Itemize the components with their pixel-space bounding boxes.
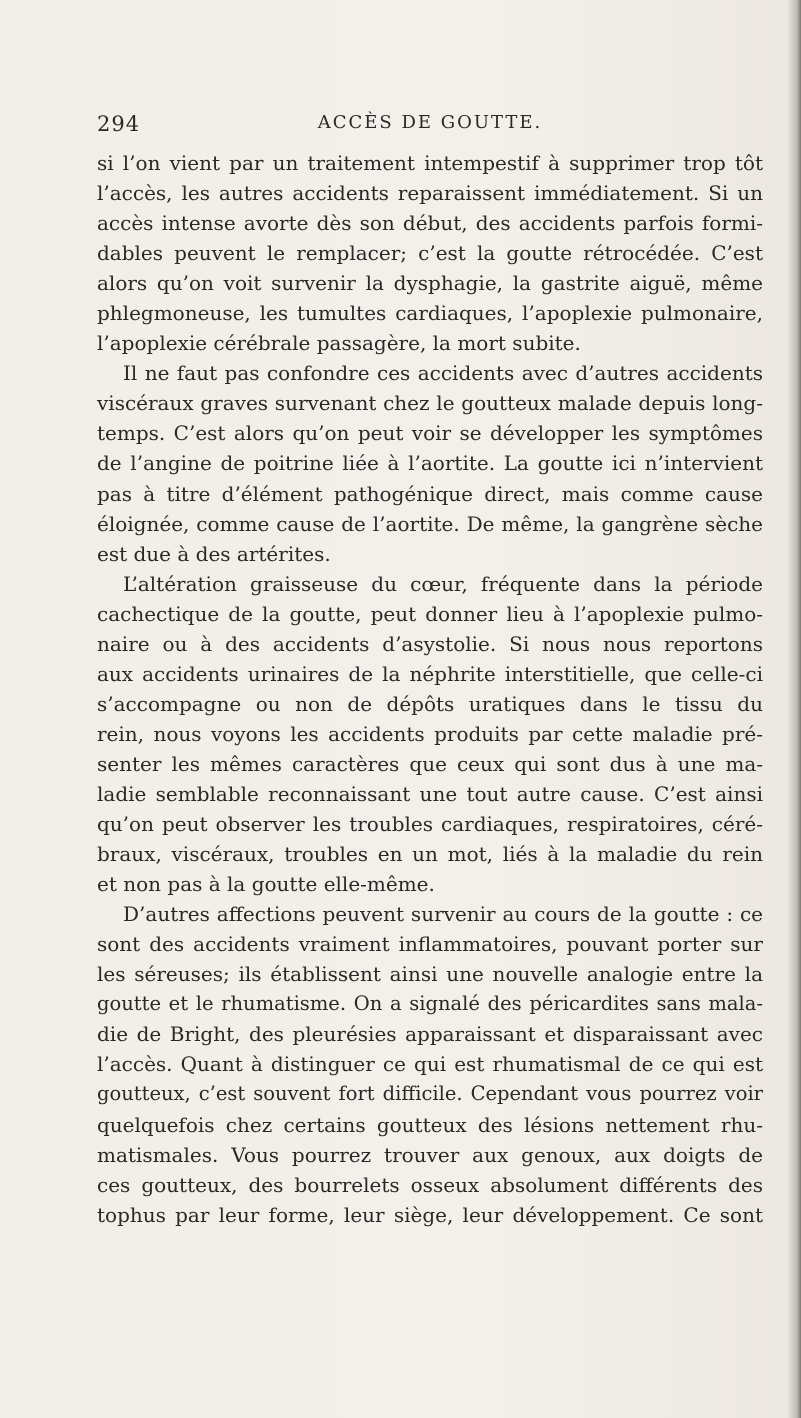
text-line: s’accompagne ou non de dépôts uratiques dans le tissu du — [97, 691, 763, 716]
text-line: naire ou à des accidents d’asystolie. Si nous nous reportons — [97, 631, 763, 656]
text-line: D’autres affections peuvent survenir au cours de la goutte : ce — [123, 902, 763, 927]
text-line: senter les mêmes caractères que ceux qui sont dus à une ma- — [97, 751, 763, 776]
text-line: goutteux, c’est souvent fort difficile. Cependant vous pourrez voir — [97, 1082, 763, 1106]
page-number: 294 — [97, 112, 141, 136]
page-header — [97, 112, 763, 142]
text-line: l’accès. Quant à distinguer ce qui est rhumatismal de ce qui est — [97, 1052, 763, 1077]
text-line: alors qu’on voit survenir la dysphagie, la gastrite aiguë, même — [97, 271, 763, 296]
text-line: quelquefois chez certains goutteux des lésions nettement rhu- — [97, 1112, 763, 1137]
text-line: temps. C’est alors qu’on peut voir se développer les symptômes — [97, 421, 763, 446]
text-line: l’accès, les autres accidents reparaissent immédiatement. Si un — [97, 181, 763, 206]
text-line: cachectique de la goutte, peut donner lieu à l’apoplexie pulmo- — [97, 601, 763, 626]
text-line: viscéraux graves survenant chez le goutteux malade depuis long- — [97, 391, 763, 416]
text-line: sont des accidents vraiment inflammatoires, pouvant porter sur — [97, 932, 763, 957]
text-line: ladie semblable reconnaissant une tout autre cause. C’est ainsi — [97, 781, 763, 806]
text-line: aux accidents urinaires de la néphrite interstitielle, que celle-ci — [97, 661, 763, 686]
text-line: goutte et le rhumatisme. On a signalé des péricardites sans mala- — [97, 992, 763, 1016]
text-line: est due à des artérites. — [97, 541, 331, 566]
body-text — [97, 148, 763, 1230]
text-line: ces goutteux, des bourrelets osseux absolument différents des — [97, 1172, 763, 1197]
text-line: dables peuvent le remplacer; c’est la goutte rétrocédée. C’est — [97, 241, 763, 266]
text-line: tophus par leur forme, leur siège, leur développement. Ce sont — [97, 1202, 763, 1227]
text-line: si l’on vient par un traitement intempestif à supprimer trop tôt — [97, 151, 763, 175]
text-line: die de Bright, des pleurésies apparaissant et disparaissant avec — [97, 1022, 763, 1047]
text-line: accès intense avorte dès son début, des accidents parfois formi- — [97, 211, 763, 236]
text-line: pas à titre d’élément pathogénique direct, mais comme cause — [97, 481, 763, 506]
text-line: qu’on peut observer les troubles cardiaques, respiratoires, céré- — [97, 812, 763, 837]
text-line: braux, viscéraux, troubles en un mot, liés à la maladie du rein — [97, 842, 763, 867]
text-line: rein, nous voyons les accidents produits par cette maladie pré- — [97, 721, 763, 746]
text-line: et non pas à la goutte elle-même. — [97, 872, 435, 897]
text-line: les séreuses; ils établissent ainsi une nouvelle analogie entre la — [97, 962, 763, 987]
text-line: L’altération graisseuse du cœur, fréquente dans la période — [123, 571, 763, 596]
text-line: éloignée, comme cause de l’aortite. De même, la gangrène sèche — [97, 511, 763, 536]
page-edge-shadow — [787, 0, 801, 1418]
text-line: phlegmoneuse, les tumultes cardiaques, l’apoplexie pulmonaire, — [97, 301, 763, 326]
running-title: ACCÈS DE GOUTTE. — [317, 112, 543, 133]
text-line: matismales. Vous pourrez trouver aux genoux, aux doigts de — [97, 1142, 763, 1167]
text-line: de l’angine de poitrine liée à l’aortite. La goutte ici n’intervient — [97, 451, 763, 476]
text-line: Il ne faut pas confondre ces accidents avec d’autres accidents — [123, 361, 763, 386]
text-line: l’apoplexie cérébrale passagère, la mort subite. — [97, 331, 581, 356]
